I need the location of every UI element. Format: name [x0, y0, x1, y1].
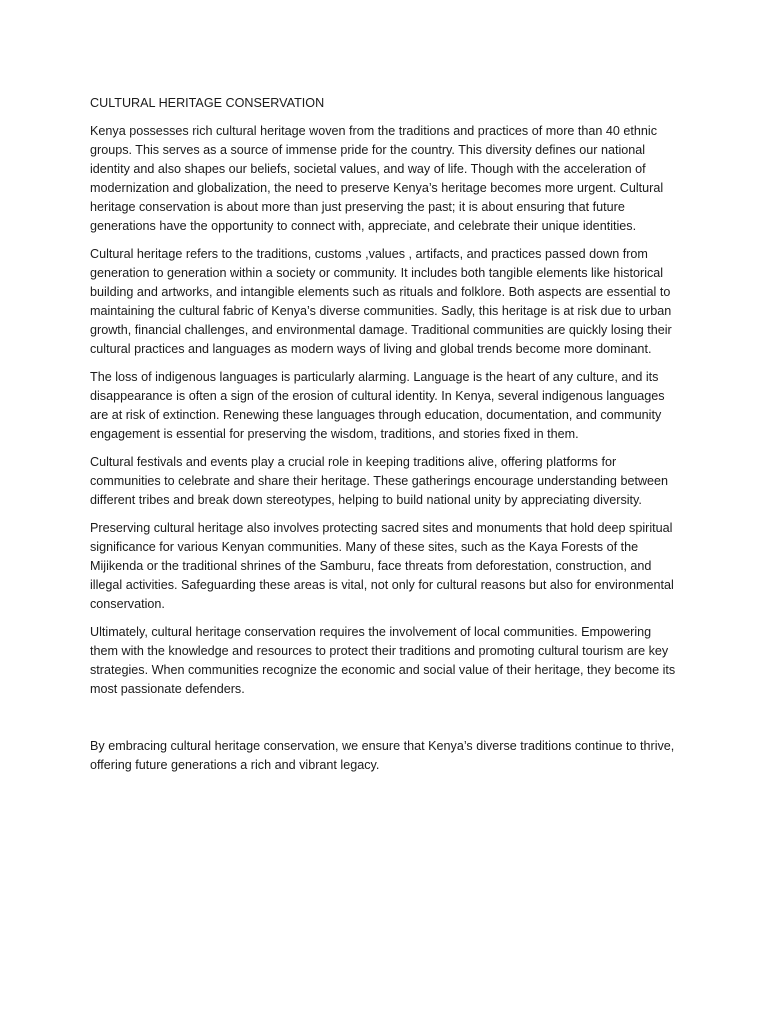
paragraph-communities: Ultimately, cultural heritage conservation requires the involvement of local communities. Empowering them with the knowledge and resources to protect their traditions and promoting cultural tourism are key strategies. When communities recognize the economic and social value of their heritage, they become its most passionate defenders.	[90, 625, 676, 696]
paragraph-festivals: Cultural festivals and events play a crucial role in keeping traditions alive, offering platforms for communities to celebrate and share their heritage. These gatherings encourage understanding between different tribes and break down stereotypes, helping to build national unity by appreciating diversity.	[90, 455, 669, 507]
paragraph-languages: The loss of indigenous languages is particularly alarming. Language is the heart of any culture, and its disappearance is often a sign of the erosion of cultural identity. In Kenya, several indigenous languages are at risk of extinction. Renewing these languages through education, documentation, and community engagement is essential for preserving the wisdom, traditions, and stories fixed in them.	[90, 370, 665, 441]
paragraph-introduction: Kenya possesses rich cultural heritage woven from the traditions and practices of more than 40 ethnic groups. This serves as a source of immense pride for the country. This diversity defines our national identity and also shapes our beliefs, societal values, and way of life. Though with the acceleration of modernization and globalization, the need to preserve Kenya’s heritage becomes more urgent. Cultural heritage conservation is about more than just preserving the past; it is about ensuring that future generations have the opportunity to connect with, appreciate, and celebrate their unique identities.	[90, 124, 664, 233]
document-body	[90, 94, 680, 784]
document-title: CULTURAL HERITAGE CONSERVATION	[90, 96, 325, 110]
paragraph-sacred-sites: Preserving cultural heritage also involves protecting sacred sites and monuments that hold deep spiritual significance for various Kenyan communities. Many of these sites, such as the Kaya Forests of the Mijikenda or the traditional shrines of the Samburu, face threats from deforestation, construction, and illegal activities. Safeguarding these areas is vital, not only for cultural reasons but also for environmental conservation.	[90, 521, 674, 611]
paragraph-definition: Cultural heritage refers to the traditions, customs ,values , artifacts, and practices passed down from generation to generation within a society or community. It includes both tangible elements like historical building and artworks, and intangible elements such as rituals and folklore. Both aspects are essential to maintaining the cultural fabric of Kenya’s diverse communities. Sadly, this heritage is at risk due to urban growth, financial challenges, and environmental damage. Traditional communities are quickly losing their cultural practices and languages as modern ways of living and global trends become more dominant.	[90, 247, 672, 356]
paragraph-conclusion: By embracing cultural heritage conservation, we ensure that Kenya’s diverse traditions continue to thrive, offering future generations a rich and vibrant legacy.	[90, 739, 675, 772]
